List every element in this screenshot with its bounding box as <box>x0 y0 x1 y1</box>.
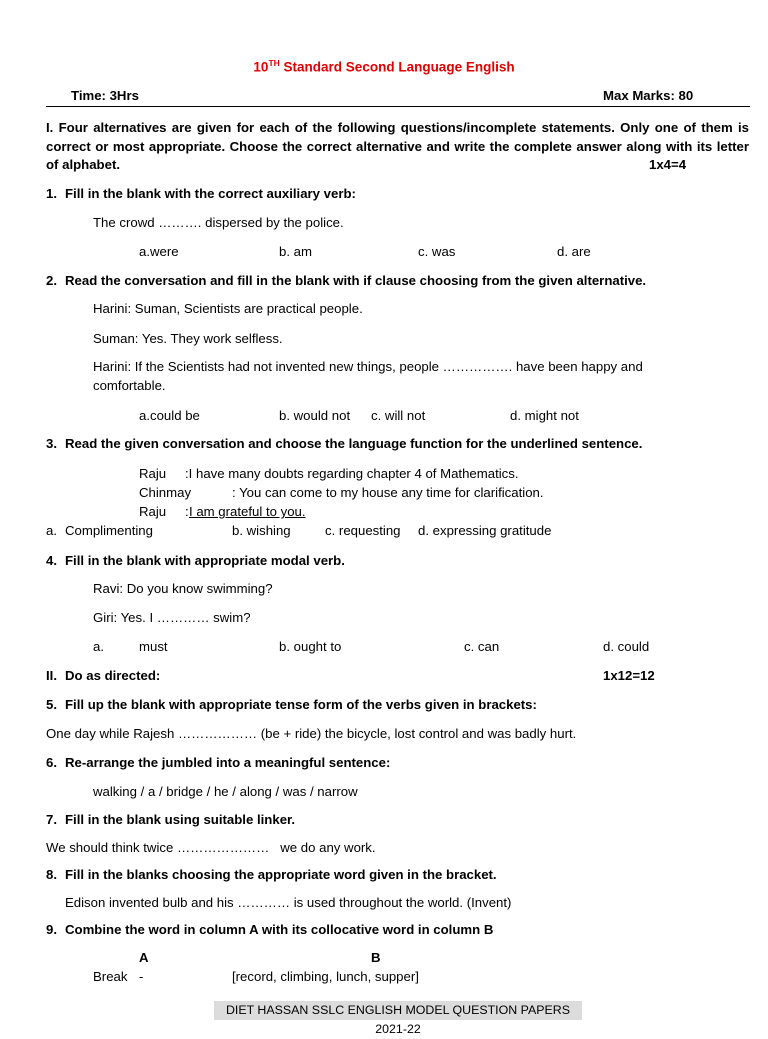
q1-option-c: c. was <box>418 244 456 259</box>
q8-sentence: Edison invented bulb and his ………… is used throughout the world. (Invent) <box>65 895 512 910</box>
q3-option-a-letter: a. <box>46 523 57 538</box>
header-divider <box>46 106 750 107</box>
page-title: 10TH Standard Second Language English <box>253 58 515 75</box>
q2-line3-cont: comfortable. <box>93 378 166 393</box>
q3-line2: : You can come to my house any time for clarification. <box>232 485 544 500</box>
q6-number: 6. <box>46 755 57 770</box>
q4-option-c: c. can <box>464 639 500 654</box>
q4-option-a-letter: a. <box>93 639 104 654</box>
q1-sentence: The crowd ………. dispersed by the police. <box>93 215 344 230</box>
q3-underlined-sentence: I am grateful to you. <box>189 504 306 519</box>
q1-text: Fill in the blank with the correct auxiliary verb: <box>65 186 356 201</box>
q9-number: 9. <box>46 922 57 937</box>
section1-instruction: I. Four alternatives are given for each of the following questions/incomplete statements. Only one of them is correct or most appropriate. Choose the correct alternative and write the complete answer along with its letter of alphabet. <box>46 120 749 172</box>
q8-number: 8. <box>46 867 57 882</box>
q4-line2: Giri: Yes. I ………… swim? <box>93 610 251 625</box>
q4-option-b: b. ought to <box>279 639 342 654</box>
q2-line1: Harini: Suman, Scientists are practical people. <box>93 301 363 316</box>
q4-line1: Ravi: Do you know swimming? <box>93 581 273 596</box>
q9-options: [record, climbing, lunch, supper] <box>232 969 419 984</box>
q4-option-d: d. could <box>603 639 650 654</box>
q2-option-c: c. will not <box>371 408 426 423</box>
q2-option-a: a.could be <box>139 408 200 423</box>
footer-banner: DIET HASSAN SSLC ENGLISH MODEL QUESTION PAPERS 2021-22 <box>214 1001 582 1020</box>
q3-option-c: c. requesting <box>325 523 401 538</box>
q8-text: Fill in the blanks choosing the appropriate word given in the bracket. <box>65 867 497 882</box>
q6-text: Re-arrange the jumbled into a meaningful sentence: <box>65 755 391 770</box>
q5-sentence: One day while Rajesh ……………… (be + ride) the bicycle, lost control and was badly hurt. <box>46 726 577 741</box>
q3-speaker1: Raju <box>139 466 167 481</box>
q3-speaker3: Raju <box>139 504 167 519</box>
q7-sentence: We should think twice ………………… we do any work. <box>46 840 376 855</box>
q2-option-b: b. would not <box>279 408 351 423</box>
q2-number: 2. <box>46 273 57 288</box>
section2-heading: Do as directed: <box>65 668 161 683</box>
q1-number: 1. <box>46 186 57 201</box>
q3-speaker2: Chinmay <box>139 485 192 500</box>
time-label: Time: 3Hrs <box>71 88 139 103</box>
q7-number: 7. <box>46 812 57 827</box>
section2-number: II. <box>46 668 57 683</box>
q1-option-d: d. are <box>557 244 591 259</box>
q2-line3: Harini: If the Scientists had not invented new things, people ……………. have been happy and <box>93 359 643 374</box>
q3-colon3: : <box>185 504 189 519</box>
q9-text: Combine the word in column A with its collocative word in column B <box>65 922 494 937</box>
q9-dash: - <box>139 969 144 984</box>
q2-option-d: d. might not <box>510 408 579 423</box>
q6-sentence: walking / a / bridge / he / along / was / narrow <box>93 784 358 799</box>
q2-text: Read the conversation and fill in the blank with if clause choosing from the given alternative. <box>65 273 647 288</box>
q1-option-a: a.were <box>139 244 179 259</box>
section1-marks: 1x4=4 <box>649 157 687 172</box>
q7-text: Fill in the blank using suitable linker. <box>65 812 296 827</box>
q5-number: 5. <box>46 697 57 712</box>
q4-number: 4. <box>46 553 57 568</box>
q1-option-b: b. am <box>279 244 312 259</box>
q3-option-b: b. wishing <box>232 523 291 538</box>
q5-text: Fill up the blank with appropriate tense form of the verbs given in brackets: <box>65 697 537 712</box>
q9-column-b-heading: B <box>371 950 381 965</box>
max-marks-label: Max Marks: 80 <box>603 88 694 103</box>
q9-word: Break <box>93 969 128 984</box>
section2-marks: 1x12=12 <box>603 668 655 683</box>
q9-column-a-heading: A <box>139 950 149 965</box>
q3-number: 3. <box>46 436 57 451</box>
q3-option-a: Complimenting <box>65 523 153 538</box>
q4-option-a: must <box>139 639 168 654</box>
q4-text: Fill in the blank with appropriate modal verb. <box>65 553 345 568</box>
q3-line1: :I have many doubts regarding chapter 4 of Mathematics. <box>185 466 519 481</box>
q2-line2: Suman: Yes. They work selfless. <box>93 331 283 346</box>
q3-option-d: d. expressing gratitude <box>418 523 552 538</box>
q3-text: Read the given conversation and choose the language function for the underlined sentence. <box>65 436 643 451</box>
